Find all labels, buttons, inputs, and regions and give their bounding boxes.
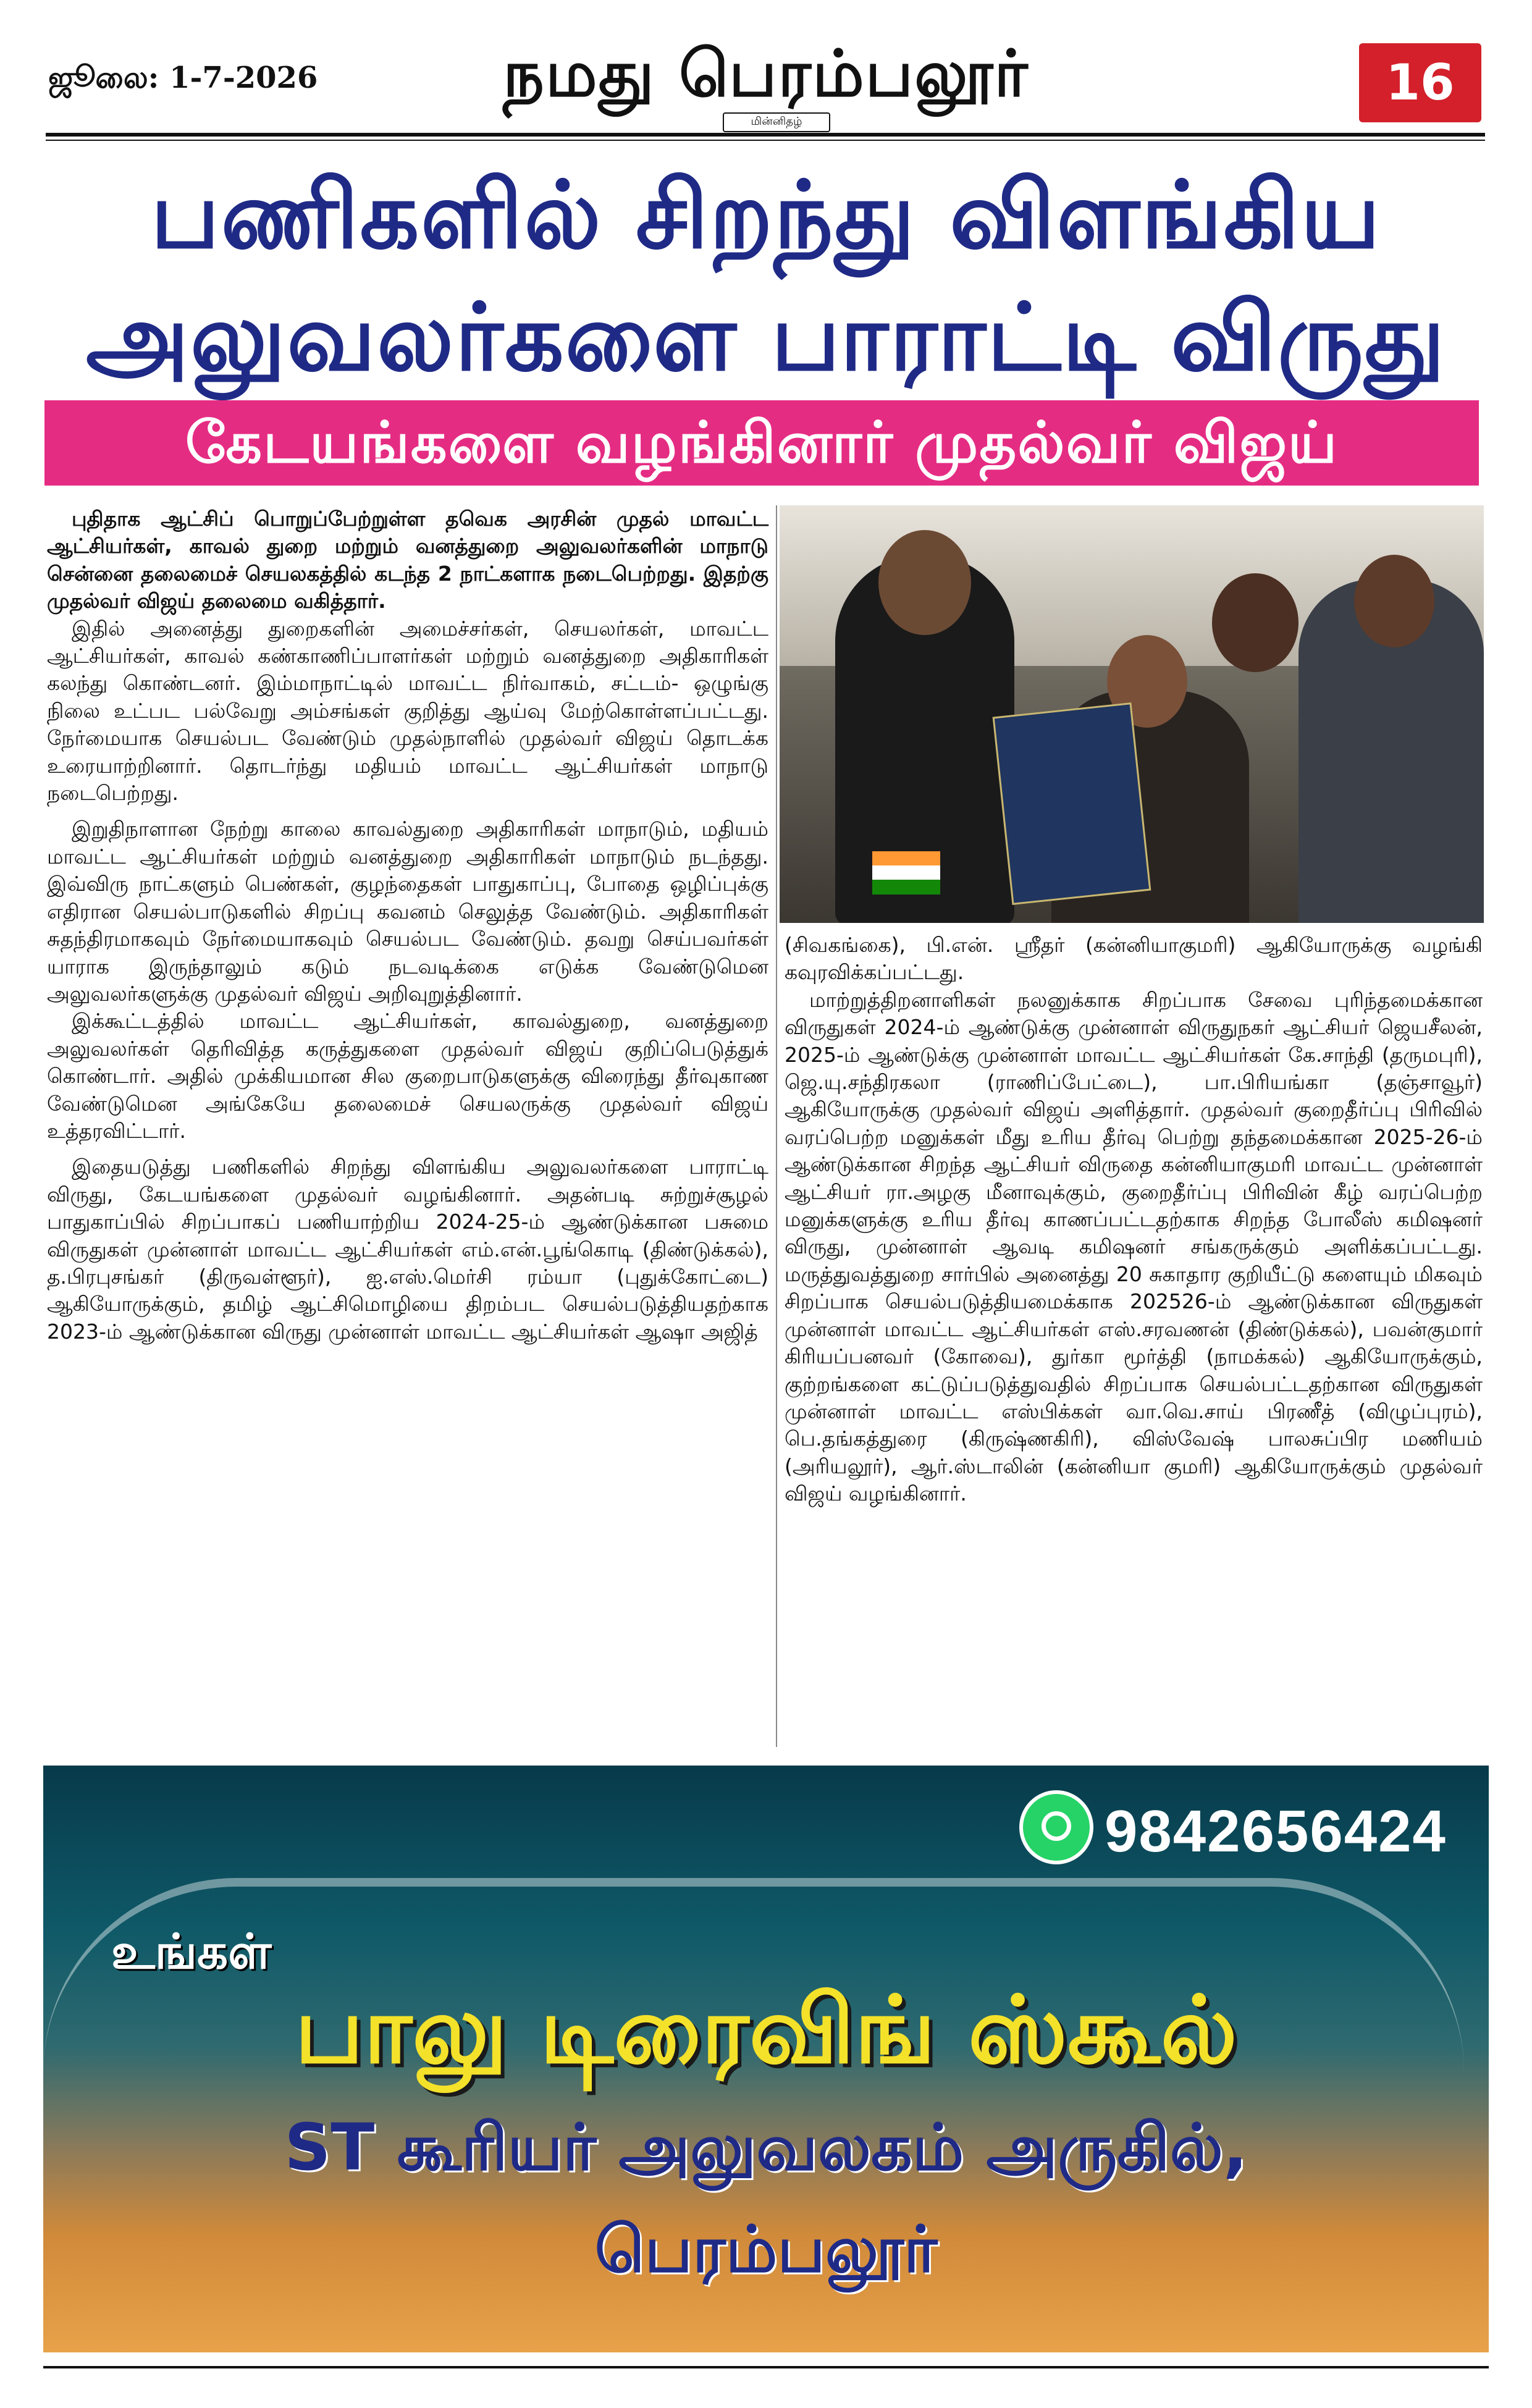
ad-phone-number: 9842656424	[1105, 1798, 1447, 1864]
article-paragraph-continued: (சிவகங்கை), பி.என். ஸ்ரீதர் (கன்னியாகுமரி) ஆகியோருக்கு வழங்கி கவுரவிக்கப்பட்டது.	[785, 933, 1483, 985]
column-divider	[776, 505, 777, 1747]
article-paragraph: இக்கூட்டத்தில் மாவட்ட ஆட்சியர்கள், காவல்துறை, வனத்துறை அலுவலர்கள் தெரிவித்த கருத்துகளை முதல்வர் விஜய் குறிப்பெடுத்துக் கொண்டார். அதில் முக்கியமான சில குறைபாடுகளுக்கு விரைந்து தீர்வுகாண வேண்டுமென அங்கேயே தலைமைச் செயலருக்கு முதல்வர் விஜய் உத்தரவிட்டார்.	[47, 1009, 768, 1143]
article-paragraph: மாற்றுத்திறனாளிகள் நலனுக்காக சிறப்பாக சேவை புரிந்தமைக்கான விருதுகள் 2024-ம் ஆண்டுக்கு முன்னாள் விருதுநகர் ஆட்சியர் ஜெயசீலன், 2025-ம் ஆண்டுக்கு முன்னாள் மாவட்ட ஆட்சியர்கள் கே.சாந்தி (தருமபுரி), ஜெ.யு.சந்திரகலா (ராணிப்பேட்டை), பா.பிரியங்கா (தஞ்சாவூர்) ஆகியோருக்கு முதல்வர் விஜய் அளித்தார். முதல்வர் குறைதீர்ப்பு பிரிவில் வரப்பெற்ற மனுக்கள் மீது உரிய தீர்வு பெற்று தந்தமைக்கான 2025-26-ம் ஆண்டுக்கான சிறந்த ஆட்சியர் விருதை கன்னியாகுமரி மாவட்ட முன்னாள் ஆட்சியர் ரா.அழகு மீனாவுக்கும், குறைதீர்ப்பு பிரிவின் கீழ் வரப்பெற்ற மனுக்களுக்கு உரிய தீர்வு காணப்பட்டதற்காக சிறந்த போலீஸ் கமிஷனர் விருது, முன்னாள் ஆவடி கமிஷனர் சங்கருக்கும் அளிக்கப்பட்டது. மருத்துவத்துறை சார்பில் அனைத்து 20 சுகாதார குறியீட்டு களையும் மிகவும் சிறப்பாக செயல்படுத்தியமைக்காக 202526-ம் ஆண்டுக்கான விருதுகள் முன்னாள் மாவட்ட ஆட்சியர்கள் எஸ்.சரவணன் (திண்டுக்கல்), பவன்குமார் கிரியப்பனவர் (கோவை), துர்கா மூர்த்தி (நாமக்கல்) ஆகியோருக்கும், குற்றங்களை கட்டுப்படுத்துவதில் சிறப்பாக செயல்பட்டதற்கான விருதுகள் முன்னாள் மாவட்ட எஸ்பிக்கள் வா.வெ.சாய் பிரணீத் (விழுப்புரம்), பெ.தங்கத்துரை (கிருஷ்ணகிரி), விஸ்வேஷ் பாலசுப்பிர மணியம் (அரியலூர்), ஆர்.ஸ்டாலின் (கன்னியா குமரி) ஆகியோருக்கும் முதல்வர் விஜய் வழங்கினார்.	[785, 987, 1483, 1506]
issue-date: ஜூலை: 1-7-2026	[48, 61, 318, 95]
ad-address-line-1: ST கூரியர் அலுவலகம் அருகில்,	[284, 2110, 1248, 2185]
article-left-column	[47, 505, 768, 1741]
article-right-column	[785, 932, 1483, 1508]
whatsapp-icon	[1019, 1790, 1093, 1864]
article-paragraph: இதில் அனைத்து துறைகளின் அமைச்சர்கள், செயலர்கள், மாவட்ட ஆட்சியர்கள், காவல் கண்காணிப்பாளர்கள் மற்றும் வனத்துறை அதிகாரிகள் கலந்து கொண்டனர். இம்மாநாட்டில் மாவட்ட நிர்வாகம், சட்டம்- ஒழுங்கு நிலை உட்பட பல்வேறு அம்சங்கள் குறித்து ஆய்வு மேற்கொள்ளப்பட்டது. நேர்மையாக செயல்பட வேண்டும் முதல்நாளில் முதல்வர் விஜய் தொடக்க உரையாற்றினார். தொடர்ந்து மதியம் மாவட்ட ஆட்சியர்கள் மாநாடு நடைபெற்றது.	[47, 616, 768, 806]
newspaper-subtitle: மின்னிதழ்	[723, 112, 830, 132]
page-number-badge: 16	[1359, 43, 1481, 122]
headline-line-1: பணிகளில் சிறந்து விளங்கிய	[150, 162, 1382, 269]
news-photo	[780, 505, 1484, 923]
bottom-rule	[43, 2366, 1489, 2368]
ad-line-1: உங்கள்	[111, 1924, 272, 1980]
article-paragraph: இதையடுத்து பணிகளில் சிறந்து விளங்கிய அலுவலர்களை பாராட்டி விருது, கேடயங்களை முதல்வர் வழங்கினார். அதன்படி சுற்றுச்சூழல் பாதுகாப்பில் சிறப்பாகப் பணியாற்றிய 2024-25-ம் ஆண்டுக்கான பசுமை விருதுகள் முன்னாள் மாவட்ட ஆட்சியர்கள் எம்.என்.பூங்கொடி (திண்டுக்கல்), த.பிரபுசங்கர் (திருவள்ளூர்), ஐ.எஸ்.மெர்சி ரம்யா (புதுக்கோட்டை) ஆகியோருக்கும், தமிழ் ஆட்சிமொழியை திறம்பட செயல்படுத்தியதற்காக 2023-ம் ஆண்டுக்கான விருது முன்னாள் மாவட்ட ஆட்சியர்கள் ஆஷா அஜித்	[47, 1155, 768, 1344]
ad-title: பாலு டிரைவிங் ஸ்கூல்	[295, 1977, 1237, 2084]
masthead-rule-thin	[46, 140, 1485, 141]
article-paragraph: இறுதிநாளான நேற்று காலை காவல்துறை அதிகாரிகள் மாநாடும், மதியம் மாவட்ட ஆட்சியர்கள் மற்றும் வனத்துறை அதிகாரிகள் மாநாடும் நடந்தது. இவ்விரு நாட்களும் பெண்கள், குழந்தைகள் பாதுகாப்பு, போதை ஒழிப்புக்கு எதிரான செயல்பாடுகளில் சிறப்பு கவனம் செலுத்த வேண்டும். அதிகாரிகள் சுதந்திரமாகவும் நேர்மையாகவும் செயல்பட வேண்டும். தவறு செய்பவர்கள் யாராக இருந்தாலும் கடும் நடவடிக்கை எடுக்க வேண்டுமென அலுவலர்களுக்கு முதல்வர் விஜய் அறிவுறுத்தினார்.	[47, 817, 768, 1006]
subheadline-banner: கேடயங்களை வழங்கினார் முதல்வர் விஜய்	[44, 400, 1479, 486]
headline-line-2: அலுவலர்களை பாராட்டி விருது	[86, 284, 1446, 392]
ad-address-line-2: பெரம்பலூர்	[594, 2212, 938, 2287]
award-folder	[993, 702, 1151, 905]
flag-icon	[872, 851, 940, 895]
newspaper-title: நமது பெரம்பலூர்	[503, 36, 1029, 111]
article-lead-paragraph: புதிதாக ஆட்சிப் பொறுப்பேற்றுள்ள தவெக அரசின் முதல் மாவட்ட ஆட்சியர்கள், காவல் துறை மற்றும் வனத்துறை அலுவலர்களின் மாநாடு சென்னை தலைமைச் செயலகத்தில் கடந்த 2 நாட்களாக நடைபெற்றது. இதற்கு முதல்வர் விஜய் தலைமை வகித்தார்.	[47, 507, 768, 613]
masthead-rule	[46, 133, 1485, 137]
